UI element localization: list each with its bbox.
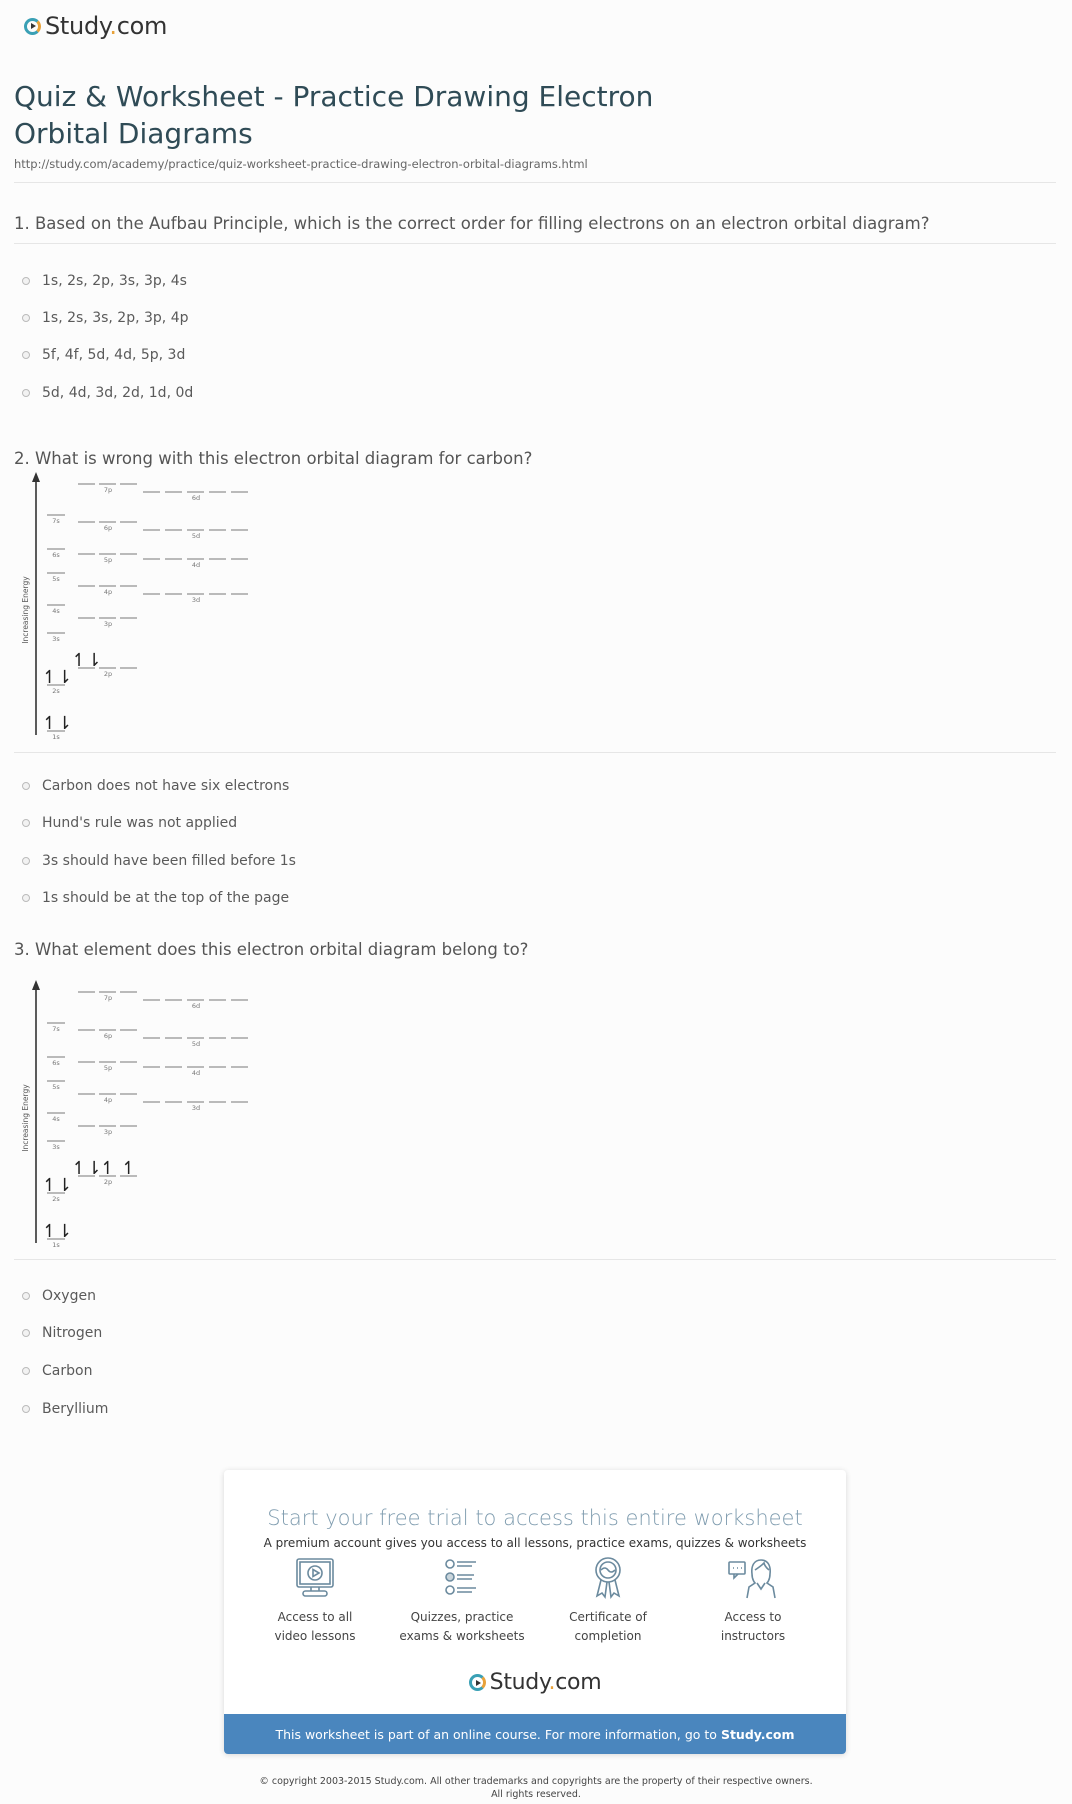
svg-text:4d: 4d <box>191 1069 201 1077</box>
logo-text-tld: com <box>555 1670 602 1695</box>
logo-text-tld: com <box>116 12 168 40</box>
radio-button[interactable] <box>22 351 30 359</box>
svg-text:4d: 4d <box>191 561 201 569</box>
svg-text:6s: 6s <box>52 1059 60 1067</box>
svg-text:6d: 6d <box>191 494 201 502</box>
svg-text:7p: 7p <box>103 486 113 494</box>
answer-option[interactable] <box>22 345 185 365</box>
answer-label: 5d, 4d, 3d, 2d, 1d, 0d <box>42 385 194 401</box>
quiz-list-icon <box>440 1556 484 1600</box>
svg-text:7p: 7p <box>103 994 113 1002</box>
answer-label: 1s, 2s, 3s, 2p, 3p, 4p <box>42 310 189 326</box>
answer-option[interactable] <box>22 813 237 833</box>
svg-text:4p: 4p <box>103 1096 113 1104</box>
radio-button[interactable] <box>22 389 30 397</box>
feature-label-line1: Certificate of <box>569 1610 647 1624</box>
svg-text:↿⇂: ↿⇂ <box>71 1158 102 1179</box>
feature-certificate <box>538 1556 678 1646</box>
cta-study-logo[interactable] <box>224 1670 846 1695</box>
svg-text:6s: 6s <box>52 551 60 559</box>
svg-text:2p: 2p <box>103 1178 113 1186</box>
feature-label-line2: video lessons <box>274 1629 356 1643</box>
answer-label: 5f, 4f, 5d, 4d, 5p, 3d <box>42 347 186 363</box>
svg-text:5d: 5d <box>191 1040 201 1048</box>
study-logo[interactable] <box>24 12 167 40</box>
radio-button[interactable] <box>22 314 30 322</box>
radio-button[interactable] <box>22 1329 30 1337</box>
svg-text:3d: 3d <box>191 596 201 604</box>
svg-text:3p: 3p <box>103 1128 113 1136</box>
svg-text:↿: ↿ <box>99 1158 116 1179</box>
page-title: Quiz & Worksheet - Practice Drawing Electron Orbital Diagrams <box>14 80 654 150</box>
feature-label-line1: Access to <box>724 1610 782 1624</box>
radio-button[interactable] <box>22 1367 30 1375</box>
radio-button[interactable] <box>22 277 30 285</box>
question-2-text: 2. What is wrong with this electron orbital diagram for carbon? <box>14 449 533 468</box>
svg-text:3s: 3s <box>52 635 60 643</box>
svg-text:4s: 4s <box>52 607 60 615</box>
svg-text:1s: 1s <box>52 1241 60 1249</box>
svg-text:7s: 7s <box>52 1025 60 1033</box>
svg-text:3d: 3d <box>191 1104 201 1112</box>
free-trial-cta <box>224 1470 846 1754</box>
svg-text:5s: 5s <box>52 1083 60 1091</box>
logo-text-main: Study <box>489 1670 549 1695</box>
feature-label-line2: instructors <box>720 1629 786 1643</box>
answer-label: 1s, 2s, 2p, 3s, 3p, 4s <box>42 273 187 289</box>
video-lesson-icon <box>293 1556 337 1600</box>
feature-quizzes <box>392 1556 532 1646</box>
answer-label: Beryllium <box>42 1401 109 1417</box>
question-1-text: 1. Based on the Aufbau Principle, which is the correct order for filling electrons on an electron orbital diagram? <box>14 214 930 233</box>
page-url[interactable]: http://study.com/academy/practice/quiz-worksheet-practice-drawing-electron-orbital-diagrams.html <box>14 157 588 171</box>
radio-button[interactable] <box>22 857 30 865</box>
answer-option[interactable] <box>22 1323 102 1343</box>
certificate-icon <box>586 1556 630 1600</box>
divider <box>14 243 1056 244</box>
svg-text:4s: 4s <box>52 1115 60 1123</box>
svg-text:↿⇂: ↿⇂ <box>41 713 73 734</box>
svg-text:5d: 5d <box>191 532 201 540</box>
svg-text:4p: 4p <box>103 588 113 596</box>
answer-option[interactable] <box>22 888 289 908</box>
answer-label: Nitrogen <box>42 1325 103 1341</box>
electron-orbital-diagram-q2 <box>0 470 300 750</box>
svg-text:6d: 6d <box>191 1002 201 1010</box>
divider <box>14 182 1056 183</box>
electron-orbital-diagram-q3 <box>0 978 300 1258</box>
radio-button[interactable] <box>22 894 30 902</box>
answer-option[interactable] <box>22 851 296 871</box>
svg-text:3p: 3p <box>103 620 113 628</box>
cta-subtitle: A premium account gives you access to all lessons, practice exams, quizzes & worksheets <box>263 1536 807 1550</box>
answer-option[interactable] <box>22 1399 108 1419</box>
instructor-icon <box>726 1556 780 1600</box>
svg-text:1s: 1s <box>52 733 60 741</box>
answer-label: Oxygen <box>42 1288 96 1304</box>
svg-text:2s: 2s <box>52 1195 60 1203</box>
svg-text:7s: 7s <box>52 517 60 525</box>
answer-label: 3s should have been filled before 1s <box>42 853 296 869</box>
copyright-line-2: All rights reserved. <box>491 1789 581 1800</box>
svg-text:Increasing Energy: Increasing Energy <box>21 1084 30 1152</box>
svg-text:6p: 6p <box>103 524 113 532</box>
copyright-line-1: © copyright 2003-2015 Study.com. All other trademarks and copyrights are the property of their respective owners. <box>259 1776 813 1787</box>
answer-option[interactable] <box>22 383 193 403</box>
feature-label-line2: exams & worksheets <box>399 1629 525 1643</box>
svg-text:↿: ↿ <box>120 1158 137 1179</box>
svg-text:↿⇂: ↿⇂ <box>41 1175 73 1196</box>
svg-text:Increasing Energy: Increasing Energy <box>21 576 30 644</box>
answer-option[interactable] <box>22 271 187 291</box>
cta-title[interactable]: Start your free trial to access this entire worksheet <box>267 1506 803 1530</box>
course-info-bar <box>224 1714 846 1754</box>
svg-text:6p: 6p <box>103 1032 113 1040</box>
play-circle-icon <box>469 1674 486 1691</box>
study-com-link[interactable]: Study.com <box>720 1726 795 1742</box>
feature-label-line1: Access to all <box>277 1610 353 1624</box>
svg-text:5s: 5s <box>52 575 60 583</box>
svg-text:↿⇂: ↿⇂ <box>41 1221 73 1242</box>
logo-text-main: Study <box>45 12 110 40</box>
answer-label: 1s should be at the top of the page <box>42 890 290 906</box>
logo-dot: . <box>109 12 117 40</box>
svg-text:↿⇂: ↿⇂ <box>71 650 102 671</box>
feature-instructors <box>683 1556 823 1646</box>
play-circle-icon <box>24 18 41 35</box>
answer-option[interactable] <box>22 308 189 328</box>
radio-button[interactable] <box>22 1292 30 1300</box>
radio-button[interactable] <box>22 1405 30 1413</box>
svg-text:↿⇂: ↿⇂ <box>41 667 73 688</box>
answer-label: Carbon <box>42 1363 93 1379</box>
divider <box>14 1259 1056 1260</box>
radio-button[interactable] <box>22 782 30 790</box>
svg-text:3s: 3s <box>52 1143 60 1151</box>
answer-label: Hund's rule was not applied <box>42 815 238 831</box>
answer-label: Carbon does not have six electrons <box>42 778 290 794</box>
answer-option[interactable] <box>22 776 289 796</box>
feature-label-line1: Quizzes, practice <box>410 1610 514 1624</box>
question-3-text: 3. What element does this electron orbital diagram belong to? <box>14 940 529 959</box>
answer-option[interactable] <box>22 1286 96 1306</box>
logo-dot: . <box>548 1670 556 1695</box>
copyright <box>0 1775 1072 1801</box>
radio-button[interactable] <box>22 819 30 827</box>
feature-label-line2: completion <box>574 1629 642 1643</box>
divider <box>14 752 1056 753</box>
feature-video-lessons <box>245 1556 385 1646</box>
svg-text:5p: 5p <box>103 1064 113 1072</box>
svg-text:5p: 5p <box>103 556 113 564</box>
course-info-text: This worksheet is part of an online course. For more information, go to <box>275 1726 717 1742</box>
svg-text:2p: 2p <box>103 670 113 678</box>
answer-option[interactable] <box>22 1361 92 1381</box>
svg-text:2s: 2s <box>52 687 60 695</box>
